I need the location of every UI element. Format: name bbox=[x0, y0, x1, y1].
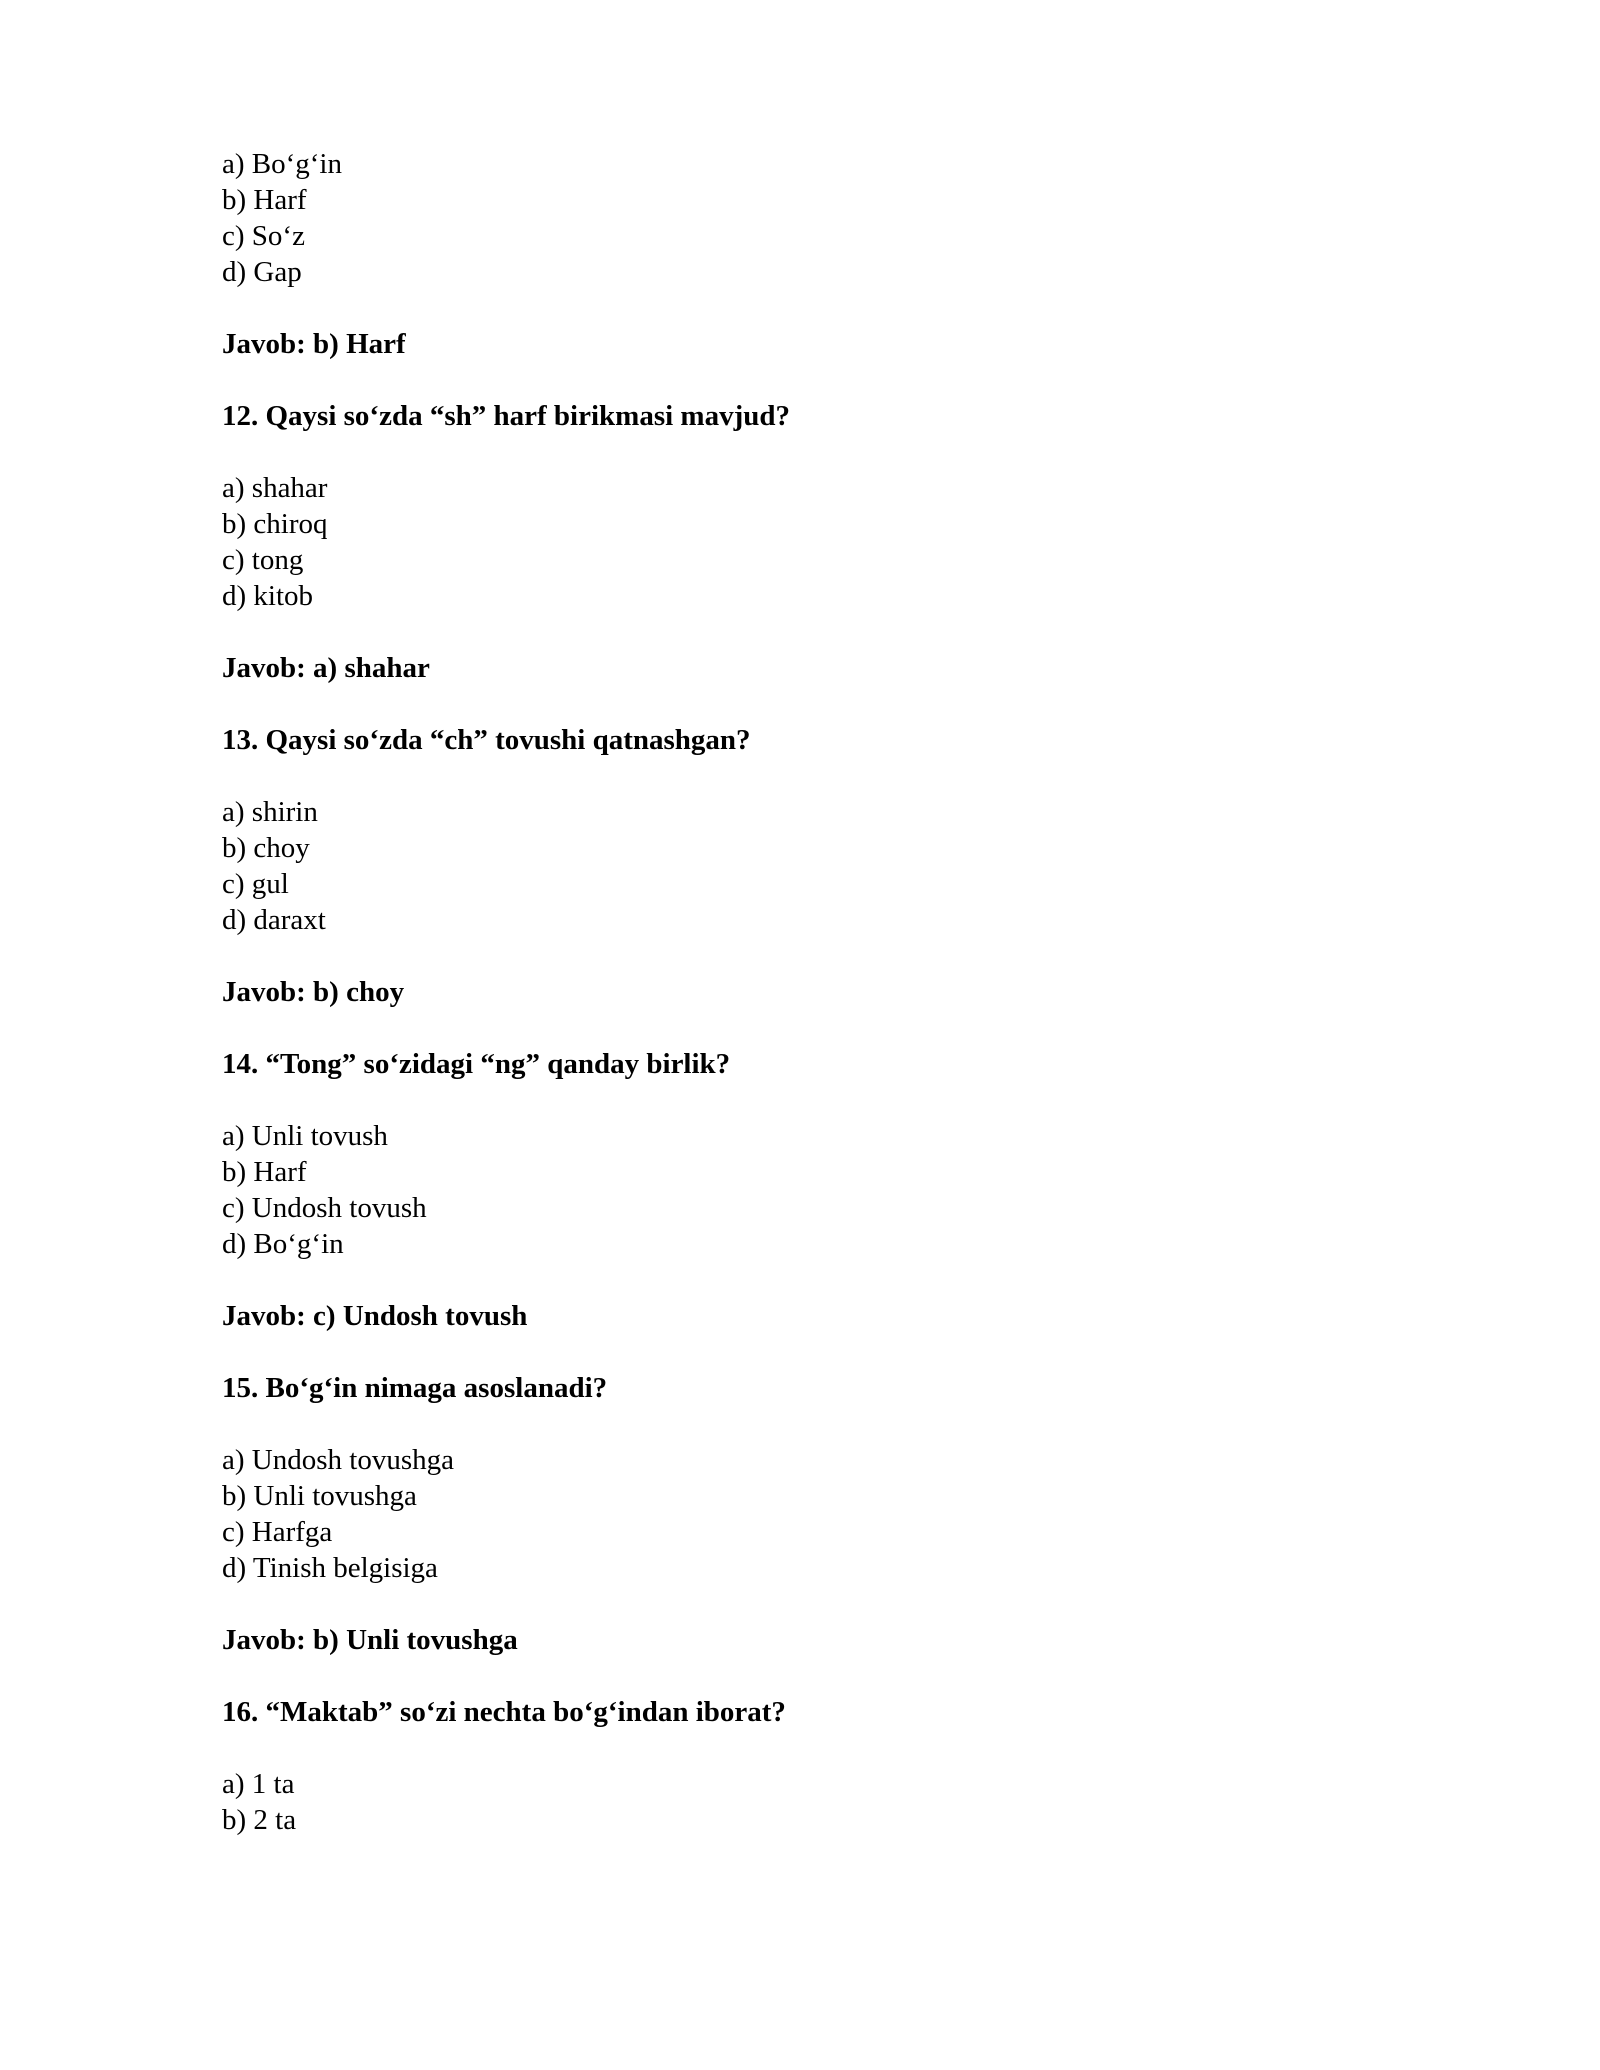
question-12-answer bbox=[222, 650, 1422, 686]
question-16-options bbox=[222, 1766, 1422, 1838]
question-15-options bbox=[222, 1442, 1422, 1586]
question-12-options bbox=[222, 470, 1422, 614]
question-15 bbox=[222, 1370, 1422, 1406]
option: b) Harf bbox=[222, 184, 307, 216]
option: d) kitob bbox=[222, 580, 314, 612]
option: a) shirin bbox=[222, 796, 318, 828]
option: a) Unli tovush bbox=[222, 1120, 388, 1152]
option: d) daraxt bbox=[222, 904, 326, 936]
option: c) gul bbox=[222, 868, 289, 900]
question-text: 12. Qaysi so‘zda “sh” harf birikmasi mavjud? bbox=[222, 400, 790, 432]
question-13 bbox=[222, 722, 1422, 758]
option: d) Tinish belgisiga bbox=[222, 1552, 438, 1584]
question-16 bbox=[222, 1694, 1422, 1730]
option: c) So‘z bbox=[222, 220, 305, 252]
option: a) shahar bbox=[222, 472, 328, 504]
option: a) Bo‘g‘in bbox=[222, 148, 342, 180]
question-13-answer bbox=[222, 974, 1422, 1010]
answer: Javob: b) choy bbox=[222, 976, 405, 1008]
option: a) Undosh tovushga bbox=[222, 1444, 454, 1476]
question-text: 16. “Maktab” so‘zi nechta bo‘g‘indan iborat? bbox=[222, 1696, 786, 1728]
option: b) 2 ta bbox=[222, 1804, 297, 1836]
option: c) tong bbox=[222, 544, 304, 576]
answer: Javob: b) Harf bbox=[222, 328, 406, 360]
option: a) 1 ta bbox=[222, 1768, 295, 1800]
question-14-answer bbox=[222, 1298, 1422, 1334]
option: c) Harfga bbox=[222, 1516, 333, 1548]
question-text: 14. “Tong” so‘zidagi “ng” qanday birlik? bbox=[222, 1048, 731, 1080]
option: c) Undosh tovush bbox=[222, 1192, 427, 1224]
question-15-answer bbox=[222, 1622, 1422, 1658]
question-14 bbox=[222, 1046, 1422, 1082]
option: b) Harf bbox=[222, 1156, 307, 1188]
question-12 bbox=[222, 398, 1422, 434]
intro-options bbox=[222, 146, 1422, 290]
answer: Javob: b) Unli tovushga bbox=[222, 1624, 518, 1656]
option: b) Unli tovushga bbox=[222, 1480, 417, 1512]
intro-answer-block bbox=[222, 326, 1422, 362]
answer: Javob: c) Undosh tovush bbox=[222, 1300, 528, 1332]
option: b) chiroq bbox=[222, 508, 328, 540]
question-text: 15. Bo‘g‘in nimaga asoslanadi? bbox=[222, 1372, 608, 1404]
option: d) Bo‘g‘in bbox=[222, 1228, 344, 1260]
answer: Javob: a) shahar bbox=[222, 652, 430, 684]
option: d) Gap bbox=[222, 256, 302, 288]
question-13-options bbox=[222, 794, 1422, 938]
question-text: 13. Qaysi so‘zda “ch” tovushi qatnashgan? bbox=[222, 724, 751, 756]
option: b) choy bbox=[222, 832, 310, 864]
document-page bbox=[222, 146, 1422, 1838]
question-14-options bbox=[222, 1118, 1422, 1262]
